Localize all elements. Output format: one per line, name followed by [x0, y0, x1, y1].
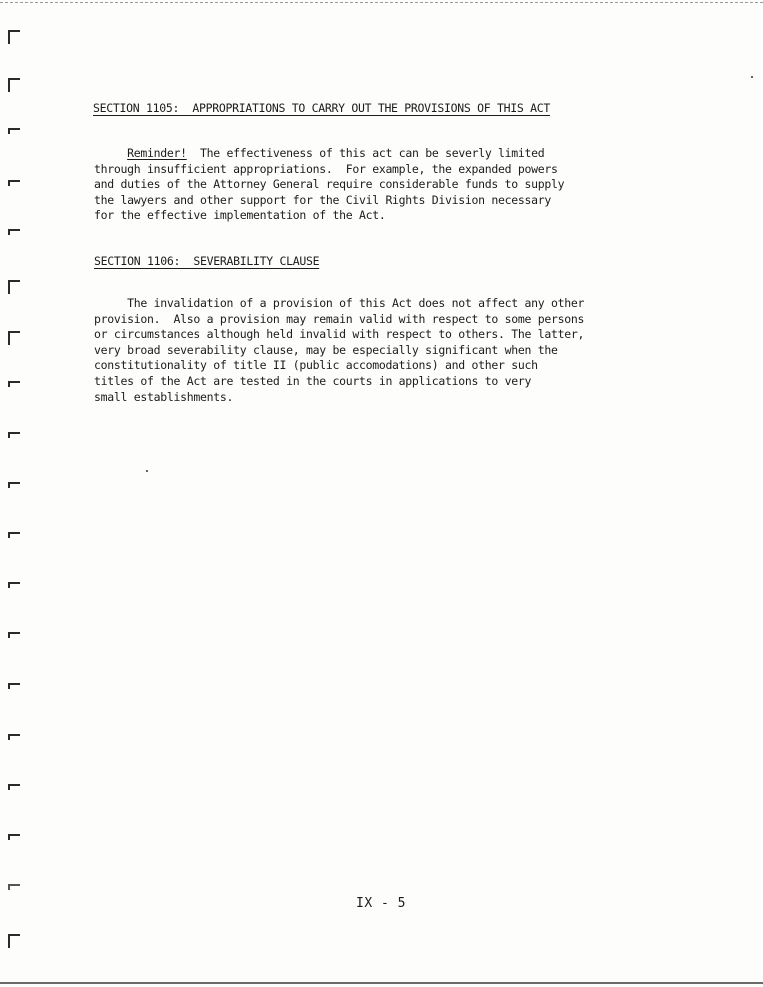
body-line: for the effective implementation of the Act.: [94, 208, 386, 223]
body-line: through insufficient appropriations. For example, the expanded powers: [94, 161, 558, 176]
binder-mark: [8, 280, 20, 294]
scan-speck: [146, 470, 148, 472]
binder-mark: [8, 834, 20, 840]
body-line: titles of the Act are tested in the courts in applications to very: [94, 373, 532, 388]
binder-mark: [8, 482, 20, 488]
body-line: and duties of the Attorney General require considerable funds to supply: [94, 177, 565, 192]
binder-mark: [8, 934, 20, 948]
section-1106-heading: SECTION 1106: SEVERABILITY CLAUSE: [94, 254, 320, 268]
body-line: very broad severability clause, may be especially significant when the: [94, 342, 558, 357]
binder-mark: [8, 128, 20, 134]
bottom-edge: [0, 982, 763, 984]
body-line: the lawyers and other support for the Civil Rights Division necessary: [94, 192, 552, 207]
binder-mark: [8, 229, 20, 235]
scan-speck: [751, 76, 753, 78]
page-number: IX - 5: [356, 896, 406, 911]
section-1106-body: [94, 296, 664, 405]
body-line: [94, 146, 664, 162]
binder-mark: [8, 884, 20, 890]
binder-mark: [8, 734, 20, 740]
reminder-label: Reminder!: [127, 146, 187, 160]
body-line: provision. Also a provision may remain valid with respect to some persons: [94, 311, 585, 326]
binder-mark: [8, 784, 20, 790]
binder-mark: [8, 381, 20, 387]
body-line: constitutionality of title II (public accomodations) and other such: [94, 358, 538, 373]
binder-mark: [8, 30, 20, 44]
binder-mark: [8, 582, 20, 588]
body-line: The invalidation of a provision of this Act does not affect any other: [94, 296, 585, 310]
binder-mark: [8, 632, 20, 638]
binder-mark: [8, 78, 20, 92]
body-line: small establishments.: [94, 389, 234, 404]
binder-mark: [8, 331, 20, 345]
binder-mark: [8, 532, 20, 538]
section-1105-heading: SECTION 1105: APPROPRIATIONS TO CARRY OUT THE PROVISIONS OF THIS ACT: [93, 101, 551, 115]
body-line-text: The effectiveness of this act can be severly limited: [200, 146, 545, 160]
binder-mark: [8, 180, 20, 186]
binder-mark: [8, 432, 20, 438]
binder-mark: [8, 683, 20, 689]
top-edge: [0, 2, 763, 3]
section-1105-body: [94, 146, 664, 224]
body-line: or circumstances although held invalid with respect to others. The latter,: [94, 327, 585, 342]
